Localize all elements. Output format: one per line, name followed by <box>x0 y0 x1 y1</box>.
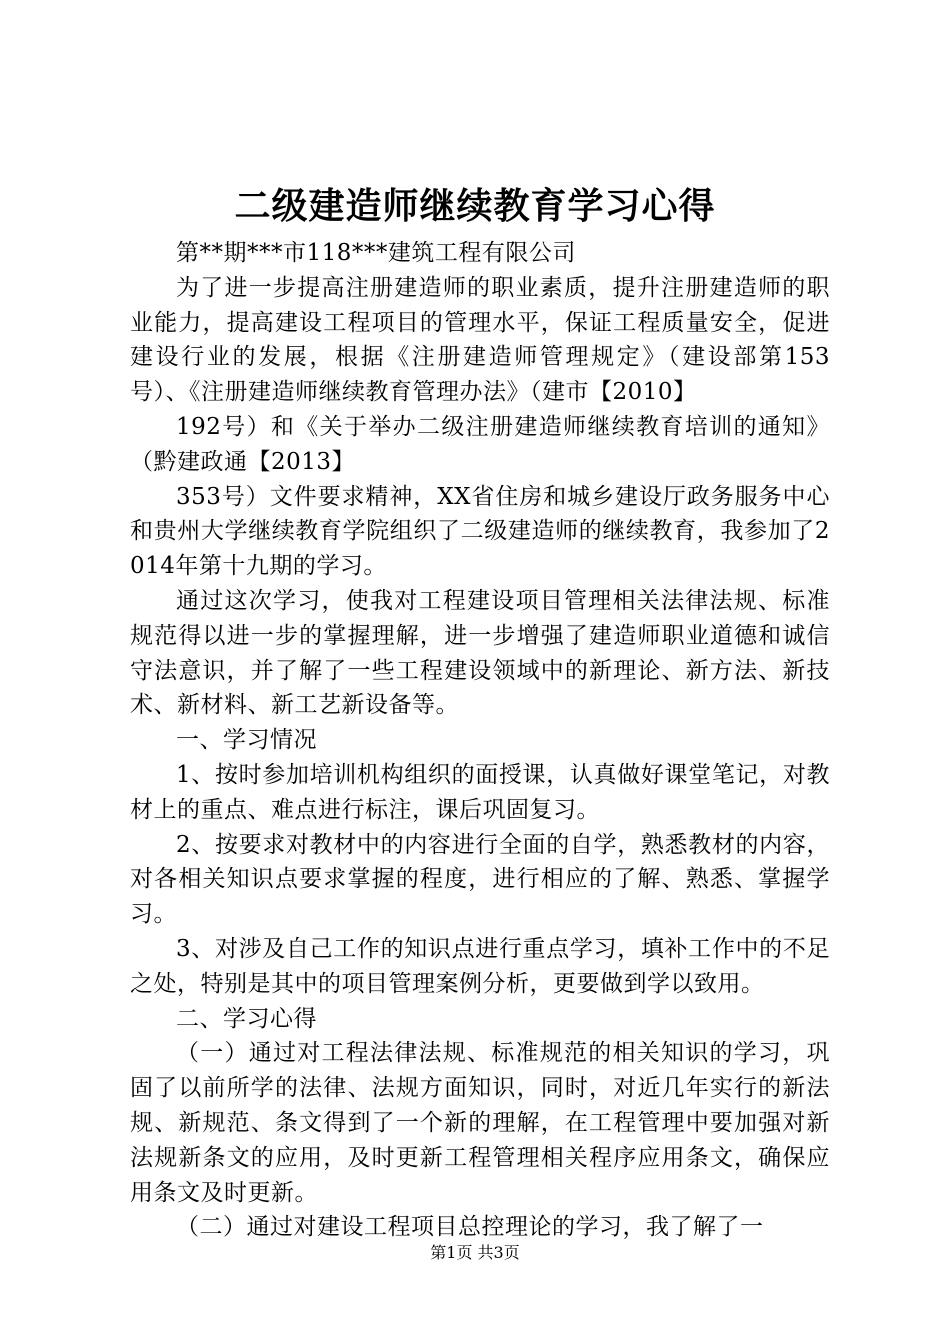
document-title: 二级建造师继续教育学习心得 <box>234 185 716 227</box>
insight-item-1: （一）通过对工程法律法规、标准规范的相关知识的学习，巩固了以前所学的法律、法规方面知识，同时，对近几年实行的新法规、新规范、条文得到了一个新的理解，在工程管理中要加强对新法规新条文的应用，及时更新工程管理相关程序应用条文，确保应用条文及时更新。 <box>130 1040 830 1206</box>
insight-item-2: （二）通过对建设工程项目总控理论的学习，我了解了一 <box>176 1214 764 1241</box>
list-item-3: 3、对涉及自己工作的知识点进行重点学习，填补工作中的不足之处，特别是其中的项目管理案例分析，更要做到学以致用。 <box>130 935 830 997</box>
paragraph-intro: 为了进一步提高注册建造师的职业素质，提升注册建造师的职业能力，提高建设工程项目的管理水平，保证工程质量安全，促进建设行业的发展，根据《注册建造师管理规定》（建设部第153号）、《注册建造师继续教育管理办法》（建市【2010】 <box>130 274 830 406</box>
document-body <box>130 236 830 1245</box>
paragraph-summary: 通过这次学习，使我对工程建设项目管理相关法律法规、标准规范得以进一步的掌握理解，进一步增强了建造师职业道德和诚信守法意识，并了解了一些工程建设领域中的新理论、新方法、新技术、新材料、新工艺新设备等。 <box>130 587 830 719</box>
section-heading-study-situation: 一、学习情况 <box>176 727 317 754</box>
paragraph-intro-cont-1: 192号）和《关于举办二级注册建造师继续教育培训的通知》（黔建政通【2013】 <box>130 413 830 475</box>
list-item-2: 2、按要求对教材中的内容进行全面的自学，熟悉教材的内容，对各相关知识点要求掌握的程度，进行相应的了解、熟悉、掌握学习。 <box>130 831 830 928</box>
list-item-1: 1、按时参加培训机构组织的面授课，认真做好课堂笔记，对教材上的重点、难点进行标注，课后巩固复习。 <box>130 761 830 823</box>
paragraph-intro-cont-2: 353号）文件要求精神，XX省住房和城乡建设厅政务服务中心和贵州大学继续教育学院组织了二级建造师的继续教育，我参加了2014年第十九期的学习。 <box>130 483 830 580</box>
section-heading-study-insights: 二、学习心得 <box>176 1005 317 1032</box>
page-footer: 第1页 共3页 <box>430 1243 520 1262</box>
company-line: 第**期***市118***建筑工程有限公司 <box>176 240 576 266</box>
